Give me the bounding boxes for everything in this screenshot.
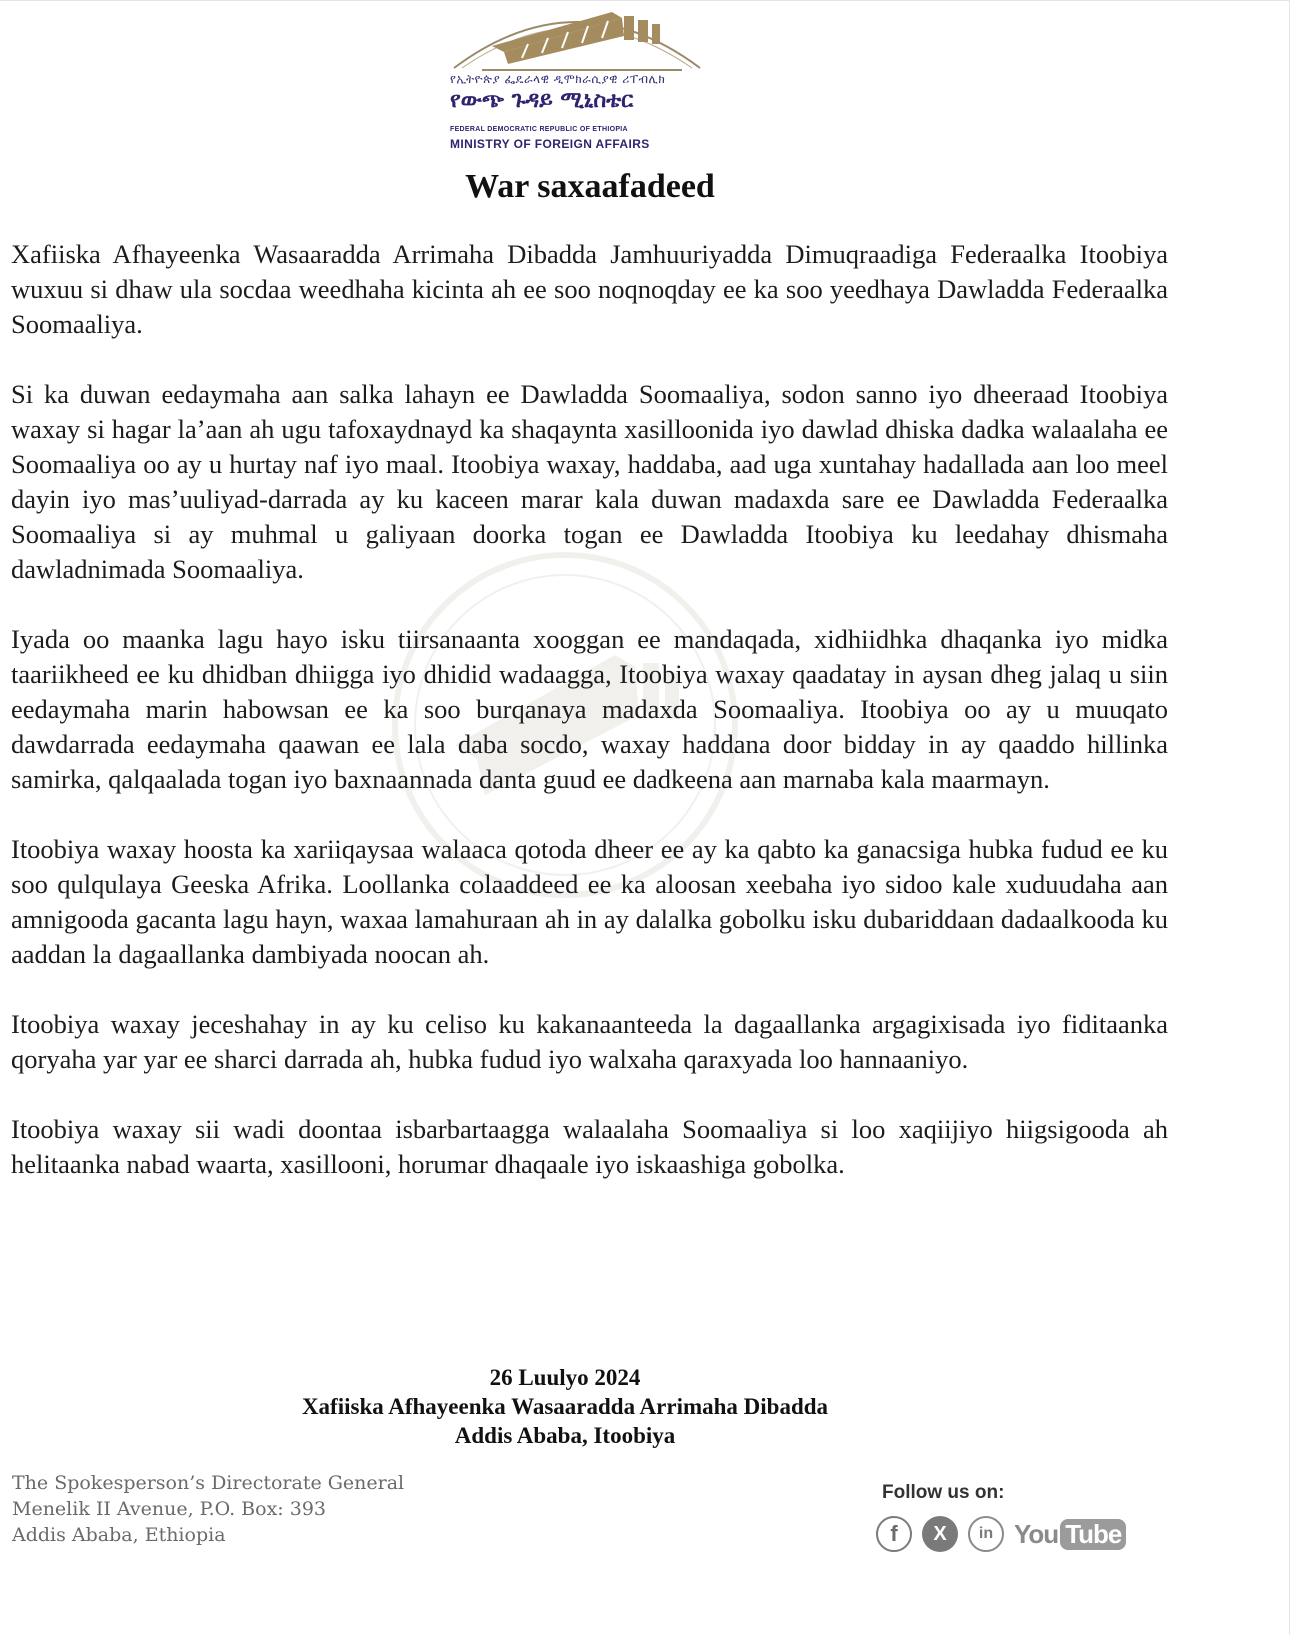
letterhead-amharic-ministry: የውጭ ጉዳይ ሚኒስቴር (450, 88, 634, 113)
letterhead-ministry-name: MINISTRY OF FOREIGN AFFAIRS (450, 137, 650, 151)
letterhead (440, 6, 710, 156)
issuing-office: Xafiiska Afhayeenka Wasaaradda Arrimaha Dibadda (301, 1394, 829, 1419)
press-release-body (11, 237, 1168, 1217)
youtube-you-text: You (1014, 1518, 1059, 1549)
letterhead-amharic-country: የኢትዮጵያ ፌዴራላዊ ዲሞክራሲያዊ ሪፐብሊክ (450, 72, 666, 86)
facebook-glyph: f (890, 1521, 898, 1546)
body-paragraph: Itoobiya waxay hoosta ka xariiqaysaa walaaca qotoda dheer ee ay ka qabto ka ganacsiga hubka fudud ee ku soo qulqulaya Geeska Afrika. Loollanka colaaddeed ee ka aloosan xeebaha iyo sidoo kale xuduudaha aan amnigooda gacanta lagu hayn, waxaa lamahuraan ah in ay dalalka gobolku isku dubariddaan dadaalkooda ku aaddan la dagaallanka dambiyada noocan ah. (11, 834, 1168, 969)
linkedin-glyph: in (978, 1525, 994, 1542)
release-date: 26 Luulyo 2024 (489, 1365, 641, 1390)
issuing-location: Addis Ababa, Itoobiya (454, 1423, 676, 1448)
address-line: The Spokesperson’s Directorate General (12, 1472, 405, 1494)
x-twitter-icon[interactable] (922, 1516, 958, 1552)
body-paragraph: Itoobiya waxay jeceshahay in ay ku celiso ku kakanaanteeda la dagaallanka argagixisada iyo fiditaanka qoryaha yar yar ee sharci darrada ah, hubka fudud iyo walxaha qaraxyada loo hannaaniyo. (11, 1009, 1168, 1074)
document-title: War saxaafadeed (465, 168, 715, 205)
letterhead-country-name: FEDERAL DEMOCRATIC REPUBLIC OF ETHIOPIA (450, 126, 628, 133)
footer-address (12, 1470, 432, 1548)
facebook-icon[interactable] (876, 1516, 912, 1552)
youtube-tube-text: Tube (1060, 1519, 1126, 1550)
follow-us-label: Follow us on: (882, 1482, 1005, 1503)
body-paragraph: Si ka duwan eedaymaha aan salka lahayn ee Dawladda Soomaaliya, sodon sanno iyo dheeraad Itoobiya waxay si hagar la’aan ah ugu tafoxaydnayd ka shaqaynta xasilloonida iyo dawlad dhiska dadka walaalaha ee Soomaaliya oo ay u hurtay naf iyo maal. Itoobiya waxay, haddaba, aad uga xuntahay hadallada aan loo meel dayin iyo mas’uuliyad-darrada ay ku kaceen marar kala duwan madaxda sare ee Dawladda Federaalka Soomaaliya si ay muhmal u galiyaan doorka togan ee Dawladda Itoobiya ku leedahay dhismaha dawladnimada Soomaaliya. (11, 379, 1168, 584)
body-paragraph: Xafiiska Afhayeenka Wasaaradda Arrimaha Dibadda Jamhuuriyadda Dimuqraadiga Federaalka Itoobiya wuxuu si dhaw ula socdaa weedhaha kicinta ah ee soo noqnoqday ee ka soo yeedhaya Dawladda Federaalka Soomaaliya. (11, 239, 1168, 339)
social-links (876, 1512, 1126, 1556)
signature-block (0, 1363, 1130, 1450)
body-paragraph: Iyada oo maanka lagu hayo isku tiirsanaanta xooggan ee mandaqada, xidhiidhka dhaqanka iyo midka taariikheed ee ku dhidban dhiigga iyo dhidid wadaagga, Itoobiya waxay qaadatay in aysan dheg jalaq u siin eedaymaha marin habowsan ee ka soo burqanaya madaxda Soomaaliya. Itoobiya oo ay u muuqato dawdarrada eedaymaha qaawan ee lala daba socdo, waxay haddana door bidday in ay qaaddo hillinka samirka, qalqaalada togan iyo baxnaannada danta guud ee dadkeena aan marnaba kala maarmayn. (11, 624, 1168, 794)
address-line: Menelik II Avenue, P.O. Box: 393 (12, 1498, 327, 1520)
ministry-building-emblem-icon (452, 6, 702, 74)
body-paragraph: Itoobiya waxay sii wadi doontaa isbarbartaagga walaalaha Soomaaliya si loo xaqiijiyo hiigsigooda ah helitaanka nabad waarta, xasillooni, horumar dhaqaale iyo iskaashiga gobolka. (11, 1114, 1168, 1179)
linkedin-icon[interactable] (968, 1516, 1004, 1552)
youtube-icon[interactable] (1014, 1519, 1126, 1550)
x-glyph: X (933, 1522, 947, 1545)
address-line: Addis Ababa, Ethiopia (12, 1524, 226, 1546)
